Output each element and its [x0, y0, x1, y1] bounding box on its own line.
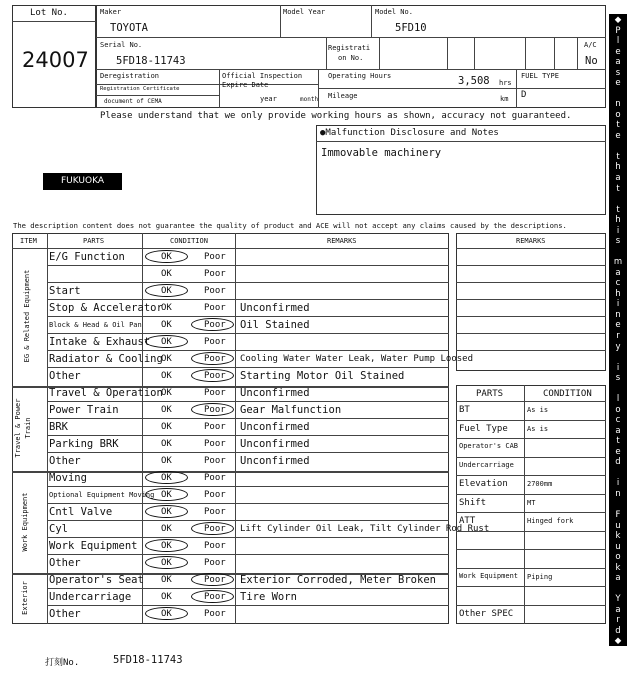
condition-poor: Poor	[204, 354, 226, 364]
spec-parts-header: PARTS	[476, 389, 504, 399]
table-row-part: Other	[49, 557, 81, 569]
condition-ok: OK	[161, 252, 172, 262]
poor-selected-mark	[191, 590, 234, 603]
condition-ok: OK	[161, 456, 172, 466]
condition-poor: Poor	[204, 439, 226, 449]
inspection-label-1: Official Inspection	[222, 72, 303, 80]
ok-selected-mark	[145, 539, 188, 552]
table-row-remark: Unconfirmed	[240, 438, 310, 450]
ok-selected-mark	[145, 250, 188, 263]
malfunction-title: ●Malfunction Disclosure and Notes	[320, 128, 499, 138]
ok-selected-mark	[145, 471, 188, 484]
ok-selected-mark	[145, 607, 188, 620]
condition-ok: OK	[161, 507, 172, 517]
condition-ok: OK	[161, 541, 172, 551]
condition-poor: Poor	[204, 371, 226, 381]
condition-poor: Poor	[204, 388, 226, 398]
condition-ok: OK	[161, 354, 172, 364]
malfunction-text: Immovable machinery	[321, 147, 442, 159]
group-exterior: Exterior	[21, 581, 29, 615]
lot-no-label: Lot No.	[30, 8, 68, 18]
table-row-part: Moving	[49, 472, 87, 484]
poor-selected-mark	[191, 352, 234, 365]
col-header-condition: CONDITION	[170, 237, 208, 245]
spec-row-part: Operator's CAB	[459, 442, 519, 450]
table-row-part: Other	[49, 370, 81, 382]
condition-ok: OK	[161, 473, 172, 483]
col-header-parts: PARTS	[83, 237, 105, 245]
condition-poor: Poor	[204, 507, 226, 517]
condition-poor: Poor	[204, 303, 226, 313]
poor-selected-mark	[191, 403, 234, 416]
condition-poor: Poor	[204, 558, 226, 568]
spec-row-part: ATT	[459, 516, 476, 526]
poor-selected-mark	[191, 318, 234, 331]
month-label: month	[300, 96, 319, 103]
spec-row-value: Piping	[527, 572, 553, 581]
maker: TOYOTA	[110, 22, 148, 34]
table-row-remark: Unconfirmed	[240, 421, 310, 433]
poor-selected-mark	[191, 573, 234, 586]
col-header-item: ITEM	[20, 237, 37, 245]
ok-selected-mark	[145, 556, 188, 569]
year-label: year	[260, 95, 277, 103]
ac-label: A/C	[584, 41, 597, 49]
spec-row-value: Hinged fork	[527, 517, 574, 525]
table-row-remark: Oil Stained	[240, 319, 310, 331]
spec-row-part: Undercarriage	[459, 460, 514, 469]
lot-no: 24007	[22, 48, 89, 72]
table-row-part: Other	[49, 608, 81, 620]
table-row-part: Cntl Valve	[49, 506, 113, 518]
condition-ok: OK	[161, 524, 172, 534]
spec-row-part: Work Equipment	[459, 571, 519, 580]
table-row-remark: Exterior Corroded, Meter Broken	[240, 574, 436, 586]
table-row-remark: Gear Malfunction	[240, 404, 342, 416]
inspection-label-2: Expire Date	[222, 81, 269, 89]
condition-poor: Poor	[204, 541, 226, 551]
condition-poor: Poor	[204, 252, 226, 262]
condition-poor: Poor	[204, 269, 226, 279]
table-row-part: Intake & Exhaust	[49, 336, 151, 348]
condition-poor: Poor	[204, 592, 226, 602]
spec-row-value: MT	[527, 498, 536, 507]
table-row-part: Optional Equipment Moving	[49, 491, 155, 499]
condition-ok: OK	[161, 422, 172, 432]
disclaimer: The description content does not guarantee the quality of product and ACE will not accept any claims caused by the descriptions.	[13, 221, 567, 230]
condition-ok: OK	[161, 303, 172, 313]
table-row-part: Operator's Seat	[49, 574, 144, 586]
serial-label: Serial No.	[100, 41, 143, 49]
spec-row-part: Shift	[459, 497, 487, 508]
mileage-label: Mileage	[328, 92, 358, 100]
condition-ok: OK	[161, 439, 172, 449]
condition-poor: Poor	[204, 490, 226, 500]
col-header-remarks: REMARKS	[327, 237, 357, 245]
operating-hours-label: Operating Hours	[328, 72, 392, 80]
registration-label-1: Registrati	[328, 44, 371, 52]
fuel-type-label: FUEL TYPE	[521, 72, 559, 80]
ok-selected-mark	[145, 284, 188, 297]
engraving-no: 5FD18-11743	[113, 654, 183, 666]
condition-ok: OK	[161, 575, 172, 585]
condition-poor: Poor	[204, 575, 226, 585]
condition-ok: OK	[161, 269, 172, 279]
side-note-strip: ◆ P l e a s e n o t e t h a t t h i s m a c h i n e r y i s l o c a t e d i n F u k u o k a Y a r d ◆	[609, 14, 627, 646]
serial-no: 5FD18-11743	[116, 55, 186, 67]
condition-ok: OK	[161, 609, 172, 619]
table-row-part: Power Train	[49, 404, 119, 416]
table-row-remark: Cooling Water Water Leak, Water Pump Loosed	[240, 354, 473, 364]
condition-ok: OK	[161, 337, 172, 347]
table-row-part: Cyl	[49, 523, 68, 535]
model-year-label: Model Year	[283, 8, 326, 16]
table-row-remark: Tire Worn	[240, 591, 297, 603]
right-remarks-header: REMARKS	[516, 237, 546, 245]
spec-row-value: As is	[527, 406, 549, 414]
ok-selected-mark	[145, 335, 188, 348]
condition-ok: OK	[161, 558, 172, 568]
group-travel-power-1: Travel & Power	[14, 398, 22, 458]
table-row-remark: Unconfirmed	[240, 302, 310, 314]
condition-poor: Poor	[204, 456, 226, 466]
condition-poor: Poor	[204, 609, 226, 619]
registration-label-2: on No.	[338, 54, 364, 62]
table-row-part: Travel & Operation	[49, 387, 163, 399]
deregistration-label: Deregistration	[100, 72, 160, 80]
spec-row-part: Other SPEC	[459, 608, 514, 619]
cema-doc-label: document of CEMA	[104, 98, 162, 105]
ac-value: No	[585, 55, 598, 67]
condition-ok: OK	[161, 371, 172, 381]
table-row-part: Undercarriage	[49, 591, 132, 603]
spec-row-part: Fuel Type	[459, 423, 508, 434]
km-unit: km	[500, 95, 509, 103]
condition-poor: Poor	[204, 320, 226, 330]
table-row-part: Other	[49, 455, 81, 467]
condition-poor: Poor	[204, 405, 226, 415]
table-row-remark: Unconfirmed	[240, 455, 310, 467]
group-travel-power-2: Train	[24, 417, 32, 439]
table-row-part: Parking BRK	[49, 438, 119, 450]
condition-ok: OK	[161, 320, 172, 330]
spec-row-value: As is	[527, 424, 549, 433]
table-row-part: E/G Function	[49, 251, 125, 263]
condition-ok: OK	[161, 592, 172, 602]
operating-hours: 3,508	[458, 75, 490, 87]
yard-badge: FUKUOKA	[43, 173, 122, 190]
ok-selected-mark	[145, 505, 188, 518]
group-work-equipment: Work Equipment	[21, 492, 29, 552]
poor-selected-mark	[191, 522, 234, 535]
spec-row-part: Elevation	[459, 479, 508, 489]
table-row-remark: Starting Motor Oil Stained	[240, 370, 405, 382]
table-row-part: Start	[49, 285, 81, 297]
table-row-part: BRK	[49, 421, 68, 433]
condition-poor: Poor	[204, 422, 226, 432]
poor-selected-mark	[191, 369, 234, 382]
group-eg-related: EG & Related Equipment	[23, 269, 31, 363]
hrs-unit: hrs	[499, 79, 512, 87]
fuel-type: D	[521, 90, 527, 100]
condition-poor: Poor	[204, 286, 226, 296]
table-row-part: Block & Head & Oil Pan	[49, 321, 142, 329]
ok-selected-mark	[145, 488, 188, 501]
condition-poor: Poor	[204, 473, 226, 483]
model-no-label: Model No.	[375, 8, 413, 16]
registration-cert-label: Registration Certificate	[100, 86, 180, 92]
spec-row-value: 2700mm	[527, 480, 553, 488]
table-row-part: Stop & Accelerator	[49, 302, 163, 314]
malfunction-box	[316, 125, 606, 215]
working-hours-note: Please understand that we only provide working hours as shown, accuracy not guaranteed.	[100, 111, 572, 121]
condition-poor: Poor	[204, 337, 226, 347]
condition-ok: OK	[161, 388, 172, 398]
table-row-remark: Lift Cylinder Oil Leak, Tilt Cylinder Rod Rust	[240, 524, 490, 534]
model-no: 5FD10	[395, 22, 427, 34]
maker-label: Maker	[100, 8, 122, 16]
table-row-part: Work Equipment	[49, 540, 138, 552]
table-row-remark: Unconfirmed	[240, 387, 310, 399]
condition-ok: OK	[161, 286, 172, 296]
spec-condition-header: CONDITION	[543, 389, 592, 399]
condition-ok: OK	[161, 490, 172, 500]
table-row-part: Radiator & Cooling	[49, 353, 163, 365]
engraving-label: 打刻No.	[45, 658, 80, 668]
condition-poor: Poor	[204, 524, 226, 534]
spec-row-part: BT	[459, 405, 470, 415]
condition-ok: OK	[161, 405, 172, 415]
